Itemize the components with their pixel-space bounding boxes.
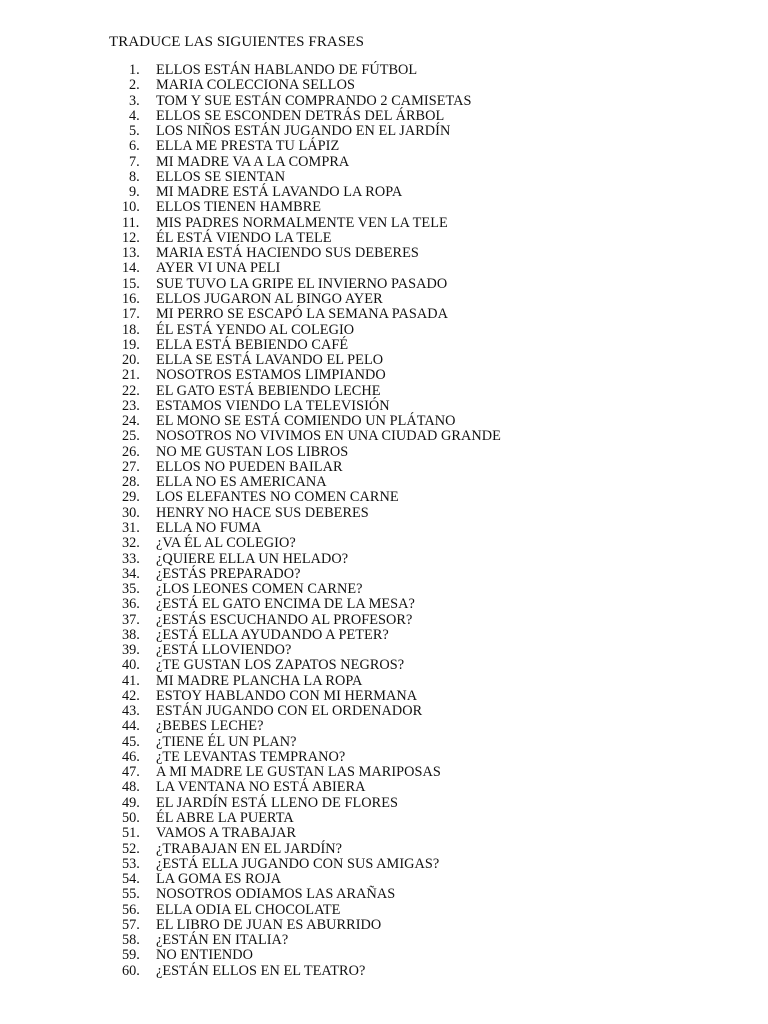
sentence-number: 4.	[129, 107, 140, 124]
sentence-number: 3.	[129, 92, 140, 109]
sentence-text: MI PERRO SE ESCAPÓ LA SEMANA PASADA	[156, 306, 448, 323]
worksheet-title: TRADUCE LAS SIGUIENTES FRASES	[109, 34, 365, 50]
sentence-number: 46.	[122, 748, 140, 765]
sentence-number: 40.	[122, 657, 140, 674]
sentence-number: 58.	[122, 932, 140, 949]
sentence-number: 21.	[122, 367, 140, 384]
sentence-text: EL LIBRO DE JUAN ES ABURRIDO	[156, 916, 382, 933]
sentence-number: 7.	[129, 153, 140, 170]
sentence-number: 37.	[122, 611, 140, 628]
sentence-number: 30.	[122, 504, 140, 521]
sentence-number: 42.	[122, 687, 140, 704]
sentence-text: ELLOS NO PUEDEN BAILAR	[156, 458, 343, 475]
sentence-text: MIS PADRES NORMALMENTE VEN LA TELE	[156, 214, 448, 231]
sentence-number: 60.	[122, 962, 140, 979]
sentence-number: 13.	[122, 245, 140, 262]
sentence-number: 35.	[122, 581, 140, 598]
sentence-number: 36.	[122, 596, 140, 613]
sentence-text: NOSOTROS NO VIVIMOS EN UNA CIUDAD GRANDE	[156, 428, 501, 445]
sentence-number: 31.	[122, 519, 140, 536]
sentence-number: 59.	[122, 947, 140, 964]
sentence-number: 33.	[122, 550, 140, 567]
sentence-number: 12.	[122, 229, 140, 246]
sentence-number: 9.	[129, 184, 140, 201]
sentence-number: 14.	[122, 260, 140, 277]
sentence-text: ELLA ME PRESTA TU LÁPIZ	[156, 138, 340, 155]
sentence-number: 39.	[122, 642, 140, 659]
sentence-text: SUE TUVO LA GRIPE EL INVIERNO PASADO	[156, 275, 448, 292]
sentence-text: ELLOS SE ESCONDEN DETRÁS DEL ÁRBOL	[156, 107, 445, 124]
sentence-text: ÉL ABRE LA PUERTA	[156, 810, 294, 827]
sentence-text: NO ME GUSTAN LOS LIBROS	[156, 443, 349, 460]
sentence-text: LOS NIÑOS ESTÁN JUGANDO EN EL JARDÍN	[156, 123, 451, 140]
sentence-text: ¿ESTÁN EN ITALIA?	[156, 932, 289, 949]
sentence-number: 25.	[122, 428, 140, 445]
sentence-text: LA GOMA ES ROJA	[156, 871, 282, 888]
sentence-text: NOSOTROS ODIAMOS LAS ARAÑAS	[156, 886, 396, 903]
sentence-text: ELLA NO ES AMERICANA	[156, 474, 327, 491]
sentence-text: ELLOS TIENEN HAMBRE	[156, 199, 322, 216]
sentence-number: 2.	[129, 77, 140, 94]
sentence-text: ¿ESTÁ ELLA AYUDANDO A PETER?	[156, 626, 389, 643]
sentence-text: ¿VA ÉL AL COLEGIO?	[156, 535, 296, 552]
sentence-text: ELLA ODIA EL CHOCOLATE	[156, 901, 341, 918]
sentence-text: ¿ESTÁ EL GATO ENCIMA DE LA MESA?	[156, 596, 415, 613]
sentence-text: ESTAMOS VIENDO LA TELEVISIÓN	[156, 397, 390, 414]
sentence-text: LA VENTANA NO ESTÁ ABIERA	[156, 779, 366, 796]
sentence-text: EL MONO SE ESTÁ COMIENDO UN PLÁTANO	[156, 413, 456, 430]
sentence-text: ELLOS SE SIENTAN	[156, 168, 286, 185]
sentence-text: ELLA SE ESTÁ LAVANDO EL PELO	[156, 352, 384, 369]
sentence-number: 38.	[122, 626, 140, 643]
sentence-number: 8.	[129, 168, 140, 185]
sentence-number: 11.	[122, 214, 140, 231]
sentence-number: 56.	[122, 901, 140, 918]
sentence-number: 23.	[122, 397, 140, 414]
sentence-number: 50.	[122, 810, 140, 827]
sentence-text: MI MADRE ESTÁ LAVANDO LA ROPA	[156, 184, 403, 201]
sentence-number: 16.	[122, 290, 140, 307]
sentence-text: EL GATO ESTÁ BEBIENDO LECHE	[156, 382, 381, 399]
sentence-text: LOS ELEFANTES NO COMEN CARNE	[156, 489, 399, 506]
sentence-number: 27.	[122, 458, 140, 475]
sentence-number: 49.	[122, 794, 140, 811]
sentence-number: 43.	[122, 703, 140, 720]
sentence-text: ¿ESTÁ LLOVIENDO?	[156, 642, 292, 659]
sentence-number: 26.	[122, 443, 140, 460]
sentence-text: ¿TE GUSTAN LOS ZAPATOS NEGROS?	[156, 657, 405, 674]
sentence-number: 32.	[122, 535, 140, 552]
sentence-text: ÉL ESTÁ YENDO AL COLEGIO	[156, 321, 355, 338]
sentence-number: 55.	[122, 886, 140, 903]
sentence-number: 22.	[122, 382, 140, 399]
sentence-text: A MI MADRE LE GUSTAN LAS MARIPOSAS	[156, 764, 441, 781]
sentence-text: EL JARDÍN ESTÁ LLENO DE FLORES	[156, 794, 399, 811]
sentence-number: 19.	[122, 336, 140, 353]
sentence-number: 1.	[129, 62, 140, 78]
sentence-text: MARIA ESTÁ HACIENDO SUS DEBERES	[156, 245, 419, 262]
sentence-number: 45.	[122, 733, 140, 750]
sentence-text: MI MADRE VA A LA COMPRA	[156, 153, 350, 170]
sentence-number: 47.	[122, 764, 140, 781]
sentence-text: ELLOS ESTÁN HABLANDO DE FÚTBOL	[156, 62, 418, 78]
sentence-number: 53.	[122, 855, 140, 872]
sentence-number: 15.	[122, 275, 140, 292]
sentence-text: VAMOS A TRABAJAR	[156, 825, 297, 842]
sentence-text: ESTÁN JUGANDO CON EL ORDENADOR	[156, 703, 423, 720]
sentence-text: ¿LOS LEONES COMEN CARNE?	[156, 581, 363, 598]
sentence-number: 29.	[122, 489, 140, 506]
sentence-text: HENRY NO HACE SUS DEBERES	[156, 504, 369, 521]
sentence-text: AYER VI UNA PELI	[156, 260, 281, 277]
sentence-text: TOM Y SUE ESTÁN COMPRANDO 2 CAMISETAS	[156, 92, 472, 109]
sentence-text: ¿QUIERE ELLA UN HELADO?	[156, 550, 349, 567]
sentence-text: NO ENTIENDO	[156, 947, 254, 964]
sentence-text: ÉL ESTÁ VIENDO LA TELE	[156, 229, 332, 246]
sentence-number: 51.	[122, 825, 140, 842]
sentence-text: ESTOY HABLANDO CON MI HERMANA	[156, 687, 418, 704]
sentence-text: ¿ESTÁS ESCUCHANDO AL PROFESOR?	[156, 611, 413, 628]
sentence-text: MARIA COLECCIONA SELLOS	[156, 77, 355, 94]
sentence-number: 10.	[122, 199, 140, 216]
sentence-number: 6.	[129, 138, 140, 155]
sentence-number: 48.	[122, 779, 140, 796]
sentence-text: ¿TIENE ÉL UN PLAN?	[156, 733, 297, 750]
sentence-text: ELLA NO FUMA	[156, 519, 262, 536]
sentence-text: MI MADRE PLANCHA LA ROPA	[156, 672, 363, 689]
sentence-number: 41.	[122, 672, 140, 689]
sentence-number: 17.	[122, 306, 140, 323]
sentence-number: 54.	[122, 871, 140, 888]
sentence-number: 44.	[122, 718, 140, 735]
sentence-text: ELLA ESTÁ BEBIENDO CAFÉ	[156, 336, 349, 353]
sentence-number: 34.	[122, 565, 140, 582]
sentence-number: 20.	[122, 352, 140, 369]
sentence-text: ¿ESTÁ ELLA JUGANDO CON SUS AMIGAS?	[156, 855, 440, 872]
sentence-number: 28.	[122, 474, 140, 491]
sentence-text: ¿BEBES LECHE?	[156, 718, 264, 735]
sentence-text: ¿TRABAJAN EN EL JARDÍN?	[156, 840, 343, 857]
sentence-text: ¿ESTÁN ELLOS EN EL TEATRO?	[156, 962, 366, 979]
sentence-number: 52.	[122, 840, 140, 857]
sentence-number: 18.	[122, 321, 140, 338]
sentence-text: NOSOTROS ESTAMOS LIMPIANDO	[156, 367, 386, 384]
sentence-number: 57.	[122, 916, 140, 933]
sentence-number: 5.	[129, 123, 140, 140]
sentence-number: 24.	[122, 413, 140, 430]
sentence-text: ¿ESTÁS PREPARADO?	[156, 565, 301, 582]
sentence-text: ¿TE LEVANTAS TEMPRANO?	[156, 748, 346, 765]
sentence-text: ELLOS JUGARON AL BINGO AYER	[156, 290, 383, 307]
